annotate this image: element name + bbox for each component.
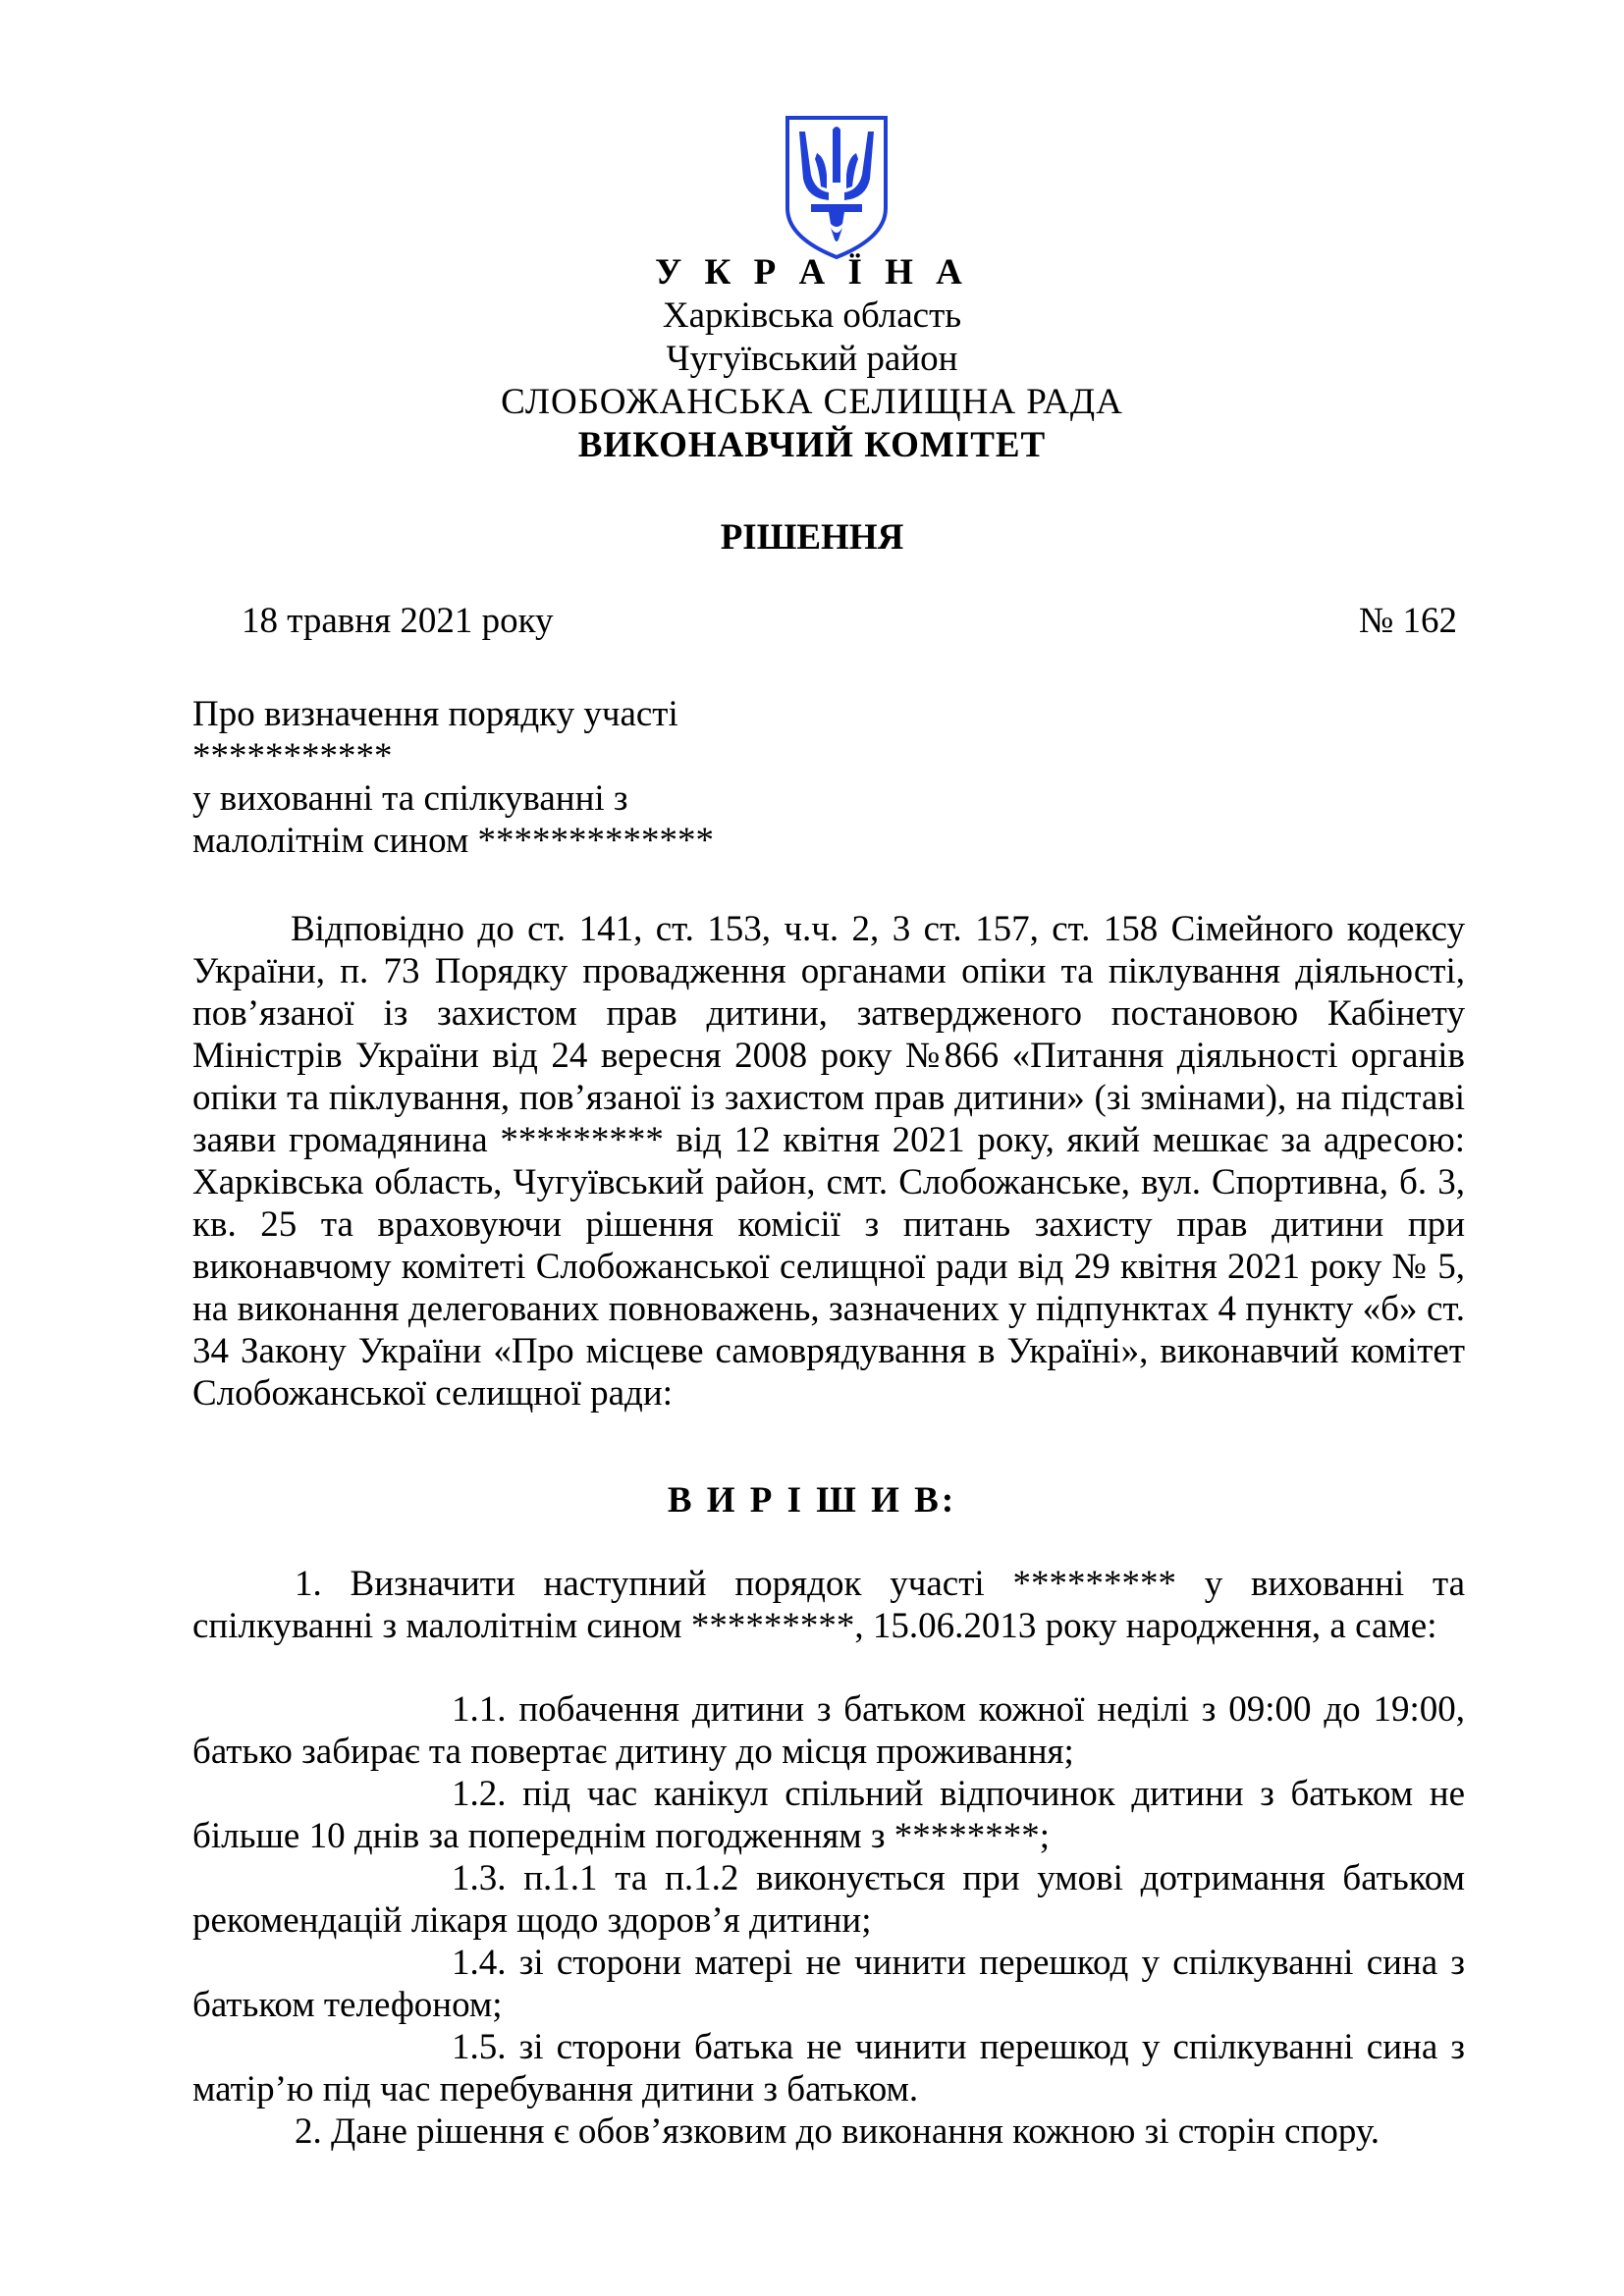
- subitem-1-2: [192, 1773, 1465, 1857]
- decision-number: № 162: [1358, 601, 1457, 641]
- item-1-text: Визначити наступний порядок участі ********* у вихованні та спілкуванні з малолітнім сином *********, 15.06.2013 року народження, а саме:: [192, 1564, 1466, 1646]
- committee-line: ВИКОНАВЧИЙ КОМІТЕТ: [577, 425, 1047, 465]
- subitem-1-1-number: 1.1.: [452, 1689, 507, 1730]
- subject-line-2: ***********: [192, 736, 393, 776]
- subitem-1-2-number: 1.2.: [452, 1774, 507, 1814]
- subitem-1-1: [192, 1688, 1465, 1773]
- subitem-1-4: [192, 1942, 1465, 2026]
- district-line: Чугуївський район: [666, 339, 958, 379]
- item-2-number: 2.: [295, 2111, 322, 2152]
- subject-line-3: у вихованні та спілкуванні з: [192, 778, 628, 819]
- region-line: Харківська область: [662, 295, 962, 336]
- document-type-title: РІШЕННЯ: [720, 517, 904, 558]
- subitem-1-1-text: побачення дитини з батьком кожної неділі з 09:00 до 19:00, батько забирає та повертає дитину до місця проживання;: [192, 1689, 1466, 1772]
- subitem-1-5: [192, 2026, 1465, 2110]
- item-1-number: 1.: [295, 1564, 322, 1604]
- subject-line-1: Про визначення порядку участі: [192, 694, 678, 734]
- decided-heading: В И Р І Ш И В:: [667, 1480, 957, 1521]
- subitem-1-3: [192, 1857, 1465, 1942]
- coat-of-arms-icon: [782, 114, 892, 261]
- country-title: У К Р А Ї Н А: [655, 252, 969, 293]
- subitem-1-3-number: 1.3.: [452, 1858, 507, 1898]
- subitem-1-4-number: 1.4.: [452, 1943, 507, 1983]
- preamble-paragraph: Відповідно до ст. 141, ст. 153, ч.ч. 2, 3 ст. 157, ст. 158 Сімейного кодексу України, п. 73 Порядку провадження органами опіки та піклування діяльності, пов’язаної із захистом прав дитини, затвердженого постановою Кабінету Міністрів України від 24 вересня 2008 року №866 «Питання діяльності органів опіки та піклування, пов’язаної із захистом прав дитини» (зі змінами), на підставі заяви громадянина ********* від 12 квітня 2021 року, який мешкає за адресою: Харківська область, Чугуївський район, смт. Слобожанське, вул. Спортивна, б. 3, кв. 25 та враховуючи рішення комісії з питань захисту прав дитини при виконавчому комітеті Слобожанської селищної ради від 29 квітня 2021 року № 5, на виконання делегованих повноважень, зазначених у підпунктах 4 пункту «б» ст. 34 Закону України «Про місцеве самоврядування в Україні», виконавчий комітет Слобожанської селищної ради:: [192, 909, 1465, 1414]
- subitem-1-4-text: зі сторони матері не чинити перешкод у спілкуванні сина з батьком телефоном;: [192, 1943, 1466, 2025]
- subitem-1-3-text: п.1.1 та п.1.2 виконується при умові дотримання батьком рекомендацій лікаря щодо здоров’я дитини;: [192, 1858, 1466, 1941]
- subitem-1-5-text: зі сторони батька не чинити перешкод у спілкуванні сина з матір’ю під час перебування дитини з батьком.: [192, 2027, 1465, 2109]
- council-line: СЛОБОЖАНСЬКА СЕЛИЩНА РАДА: [501, 382, 1123, 422]
- decision-date: 18 травня 2021 року: [242, 601, 554, 641]
- item-1: [192, 1563, 1465, 1647]
- subitem-1-2-text: під час канікул спільний відпочинок дитини з батьком не більше 10 днів за попереднім погодженням з ********;: [192, 1774, 1465, 1856]
- subitem-1-5-number: 1.5.: [452, 2027, 507, 2067]
- item-2: [192, 2110, 1465, 2153]
- subject-line-4: малолітнім сином *************: [192, 821, 715, 861]
- item-2-text: Дане рішення є обов’язковим до виконання кожною зі сторін спору.: [331, 2111, 1380, 2152]
